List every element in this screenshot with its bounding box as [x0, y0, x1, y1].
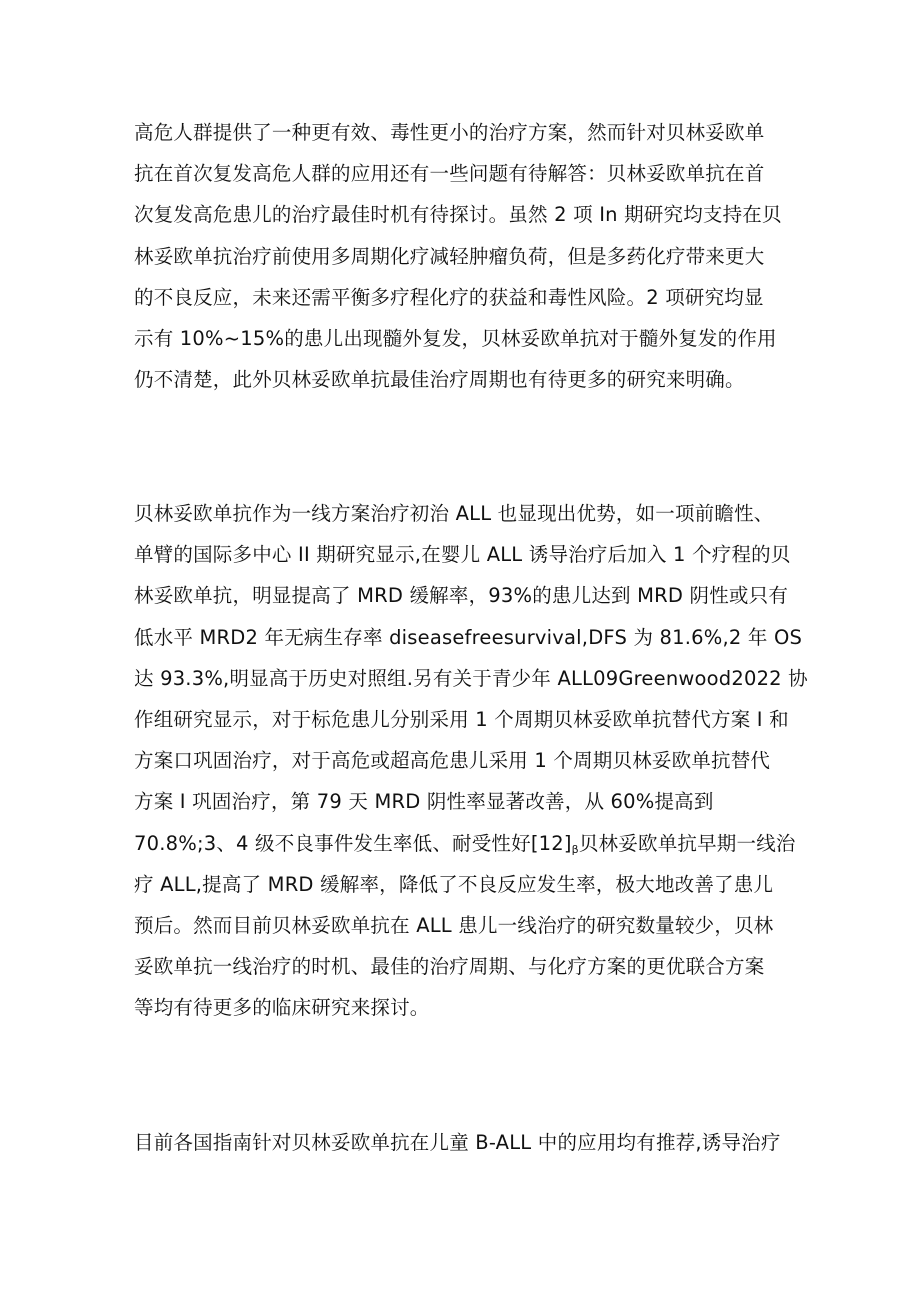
text-line: 作组研究显示，对于标危患儿分别采用 1 个周期贝林妥欧单抗替代方案 I 和	[134, 707, 789, 731]
text-line: 示有 10%~15%的患儿出现髓外复发，贝林妥欧单抗对于髓外复发的作用	[134, 326, 777, 350]
text-line: 等均有待更多的临床研究来探讨。	[134, 996, 430, 1020]
text-line: 方案口巩固治疗，对于高危或超高危患儿采用 1 个周期贝林妥欧单抗替代	[134, 749, 771, 773]
text-line: 低水平 MRD2 年无病生存率 diseasefreesurvival,DFS 为 81.6%,2 年 OS	[134, 625, 803, 649]
text-line-with-reference	[134, 823, 804, 864]
reference-text: 70.8%;3、4 级不良事件发生率低、耐受性好[12]	[134, 831, 572, 855]
text-line: 次复发高危患儿的治疗最佳时机有待探讨。虽然 2 项 In 期研究均支持在贝	[134, 203, 782, 227]
paragraph-first-line-therapy	[134, 493, 808, 1028]
text-line: 高危人群提供了一种更有效、毒性更小的治疗方案，然而针对贝林妥欧单	[134, 121, 765, 144]
text-line: 方案 I 巩固治疗，第 79 天 MRD 阴性率显著改善，从 60%提高到	[134, 790, 714, 814]
text-line: 单臂的国际多中心 II 期研究显示,在婴儿 ALL 诱导治疗后加入 1 个疗程的贝	[134, 543, 791, 567]
paragraph-guidelines	[134, 1122, 804, 1163]
text-line: 林妥欧单抗，明显提高了 MRD 缓解率，93%的患儿达到 MRD 阴性或只有	[134, 584, 789, 608]
text-line: 的不良反应，未来还需平衡多疗程化疗的获益和毒性风险。2 项研究均显	[134, 285, 764, 309]
text-line: 林妥欧单抗治疗前使用多周期化疗减轻肿瘤负荷，但是多药化疗带来更大	[134, 244, 765, 268]
paragraph-relapse-treatment	[134, 112, 804, 400]
reference-text-continued: 贝林妥欧单抗早期一线治	[578, 831, 796, 855]
text-line: 抗在首次复发高危人群的应用还有一些问题有待解答：贝林妥欧单抗在首	[134, 162, 765, 186]
text-line: 妥欧单抗一线治疗的时机、最佳的治疗周期、与化疗方案的更优联合方案	[134, 955, 765, 979]
text-line: 贝林妥欧单抗作为一线方案治疗初治 ALL 也显现出优势，如一项前瞻性、	[134, 502, 774, 525]
text-line: 目前各国指南针对贝林妥欧单抗在儿童 B-ALL 中的应用均有推荐,诱导治疗	[134, 1131, 781, 1154]
text-line: 预后。然而目前贝林妥欧单抗在 ALL 患儿一线治疗的研究数量较少，贝林	[134, 913, 774, 937]
text-line: 达 93.3%,明显高于历史对照组.另有关于青少年 ALL09Greenwood2022 协	[134, 666, 808, 690]
text-line: 疗 ALL,提高了 MRD 缓解率，降低了不良反应发生率，极大地改善了患儿	[134, 872, 774, 896]
reference-subscript: β	[571, 842, 579, 856]
text-line: 仍不清楚，此外贝林妥欧单抗最佳治疗周期也有待更多的研究来明确。	[134, 368, 745, 392]
